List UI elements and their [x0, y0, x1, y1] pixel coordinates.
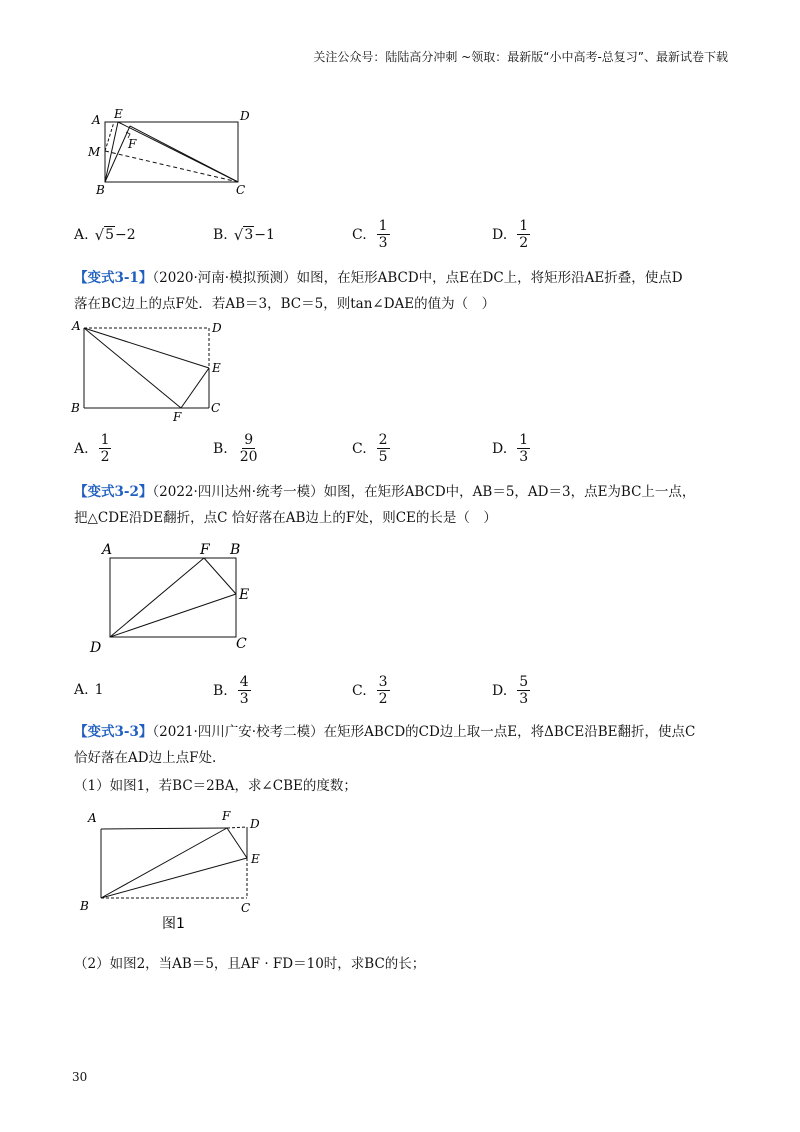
option-value: 1: [94, 682, 104, 698]
q31-option-b[interactable]: [213, 432, 260, 465]
fig0-label-A: A: [92, 113, 101, 127]
q31-option-a[interactable]: [74, 432, 111, 465]
q33-label-F: F: [222, 809, 231, 823]
denominator: 5: [378, 449, 388, 466]
q32-label-D: D: [90, 640, 102, 656]
q31-label-A: A: [72, 319, 81, 333]
q32-label-F: F: [200, 542, 210, 558]
denominator: 2: [100, 449, 110, 466]
q32-option-a[interactable]: [74, 682, 103, 698]
q33-part2: （2）如图2，当AB＝5，且AF · FD＝10时，求BC的长；: [74, 956, 426, 972]
q32-line1: [74, 480, 695, 500]
page-number: 30: [72, 1070, 88, 1084]
denominator: 3: [519, 449, 529, 466]
fig0-label-D: D: [240, 109, 250, 123]
denominator: 3: [519, 691, 529, 708]
q31-tag: 【变式3-1】: [74, 270, 153, 286]
fig0-label-F: F: [128, 137, 137, 151]
radicand: 5: [105, 227, 115, 243]
option-label: B.: [213, 440, 228, 457]
fig0-label-B: B: [96, 183, 105, 197]
option-label: C.: [352, 440, 367, 457]
figure-q31: [68, 318, 238, 426]
numerator: 9: [244, 432, 254, 448]
figure-q33: [76, 806, 276, 934]
option-label: D.: [492, 682, 508, 699]
numerator: 1: [519, 218, 529, 234]
q33-tag: 【变式3-3】: [74, 724, 153, 740]
q33-label-D: D: [250, 817, 260, 831]
numerator: 1: [378, 218, 388, 234]
option-label: B.: [213, 682, 228, 699]
q32-label-A: A: [102, 542, 113, 558]
q31-label-F: F: [173, 410, 182, 424]
numerator: 3: [378, 674, 388, 690]
q31-line1: [74, 266, 683, 286]
page-header: 关注公众号：陆陆高分冲刺 ~领取：最新版“小中高考-总复习”、最新试卷下载: [313, 50, 728, 64]
denominator: 20: [239, 449, 258, 466]
numerator: 2: [378, 432, 388, 448]
q31-line2: 落在BC边上的点F处．若AB＝3，BC＝5，则tan∠DAE的值为（ ）: [74, 296, 496, 312]
denominator: 2: [378, 691, 388, 708]
q0-option-d[interactable]: [492, 218, 530, 251]
denominator: 2: [519, 235, 529, 252]
q0-option-a[interactable]: A. √ 5 −2: [74, 226, 136, 244]
q32-label-C: C: [236, 636, 247, 652]
q31-text1: （2020·河南·模拟预测）如图，在矩形ABCD中，点E在DC上，将矩形沿AE折叠，使点D: [152, 270, 683, 286]
q33-label-E: E: [251, 852, 260, 866]
q31-label-D: D: [212, 321, 222, 335]
numerator: 1: [100, 432, 110, 448]
q32-line2: 把△CDE沿DE翻折，点C 恰好落在AB边上的F处，则CE的长是（ ）: [74, 510, 497, 526]
option-label: A.: [74, 682, 89, 698]
q31-label-C: C: [211, 401, 221, 415]
fig0-label-C: C: [236, 183, 246, 197]
q32-label-B: B: [230, 542, 241, 558]
option-label: B.: [213, 227, 228, 243]
q32-option-b[interactable]: [213, 674, 251, 707]
option-label: A.: [74, 440, 89, 457]
fig0-label-E: E: [114, 107, 123, 121]
q31-label-E: E: [212, 361, 221, 375]
q31-label-B: B: [71, 401, 80, 415]
option-label: C.: [352, 682, 367, 699]
q32-option-c[interactable]: [352, 674, 390, 707]
q32-option-d[interactable]: [492, 674, 530, 707]
q33-label-C: C: [241, 901, 251, 915]
figure-rectangle-fold-0: [80, 104, 260, 200]
radicand: 3: [244, 227, 254, 243]
option-label: A.: [74, 227, 89, 243]
q33-fig-caption: 图1: [162, 916, 185, 932]
q0-option-b[interactable]: B. √ 3 −1: [213, 226, 275, 244]
q33-line2: 恰好落在AD边上点F处.: [74, 750, 217, 766]
q31-option-d[interactable]: [492, 432, 530, 465]
q33-label-A: A: [88, 811, 97, 825]
option-rest: −1: [254, 227, 275, 243]
figure-q32: [84, 538, 274, 658]
q32-tag: 【变式3-2】: [74, 484, 153, 500]
q33-part1: （1）如图1，若BC＝2BA，求∠CBE的度数；: [74, 778, 357, 794]
option-rest: −2: [115, 227, 136, 243]
option-label: D.: [492, 440, 508, 457]
q33-line1: [74, 720, 695, 740]
q32-text1: （2022·四川达州·统考一模）如图，在矩形ABCD中，AB＝5，AD＝3，点E为BC上一点，: [152, 484, 696, 500]
q31-option-c[interactable]: [352, 432, 390, 465]
q32-label-E: E: [239, 587, 250, 603]
option-label: C.: [352, 226, 367, 243]
option-label: D.: [492, 226, 508, 243]
q0-option-c[interactable]: [352, 218, 390, 251]
q33-text1: （2021·四川广安·校考二模）在矩形ABCD的CD边上取一点E，将ΔBCE沿BE翻折，使点C: [152, 724, 696, 740]
numerator: 4: [239, 674, 249, 690]
denominator: 3: [239, 691, 249, 708]
numerator: 1: [519, 432, 529, 448]
numerator: 5: [519, 674, 529, 690]
fig0-label-M: M: [88, 145, 101, 159]
q33-label-B: B: [80, 899, 89, 913]
denominator: 3: [378, 235, 388, 252]
